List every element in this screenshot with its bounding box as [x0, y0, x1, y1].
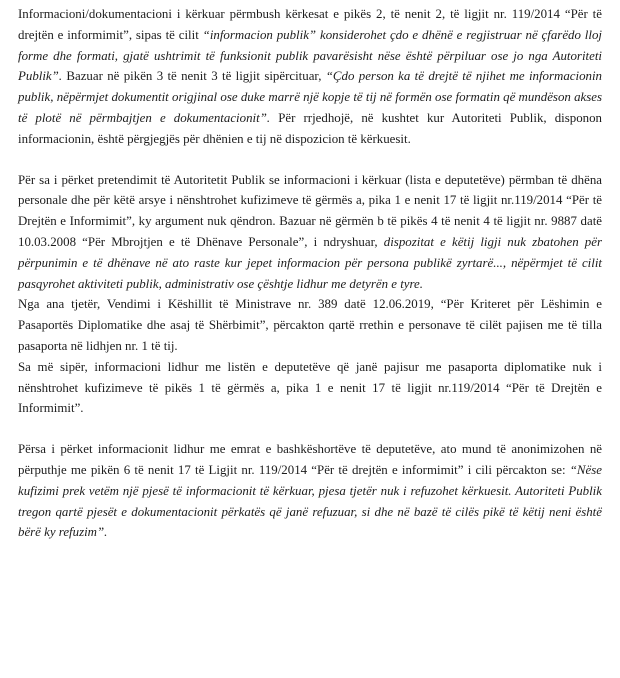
quote-italic: “Çdo person ka të drejtë të njihet me informacionin publik, nëpërmjet dokumentit origjinal ose duke marrë një kopje të tij në formën ose formatin që mundëson akses të plotë në përmbajtjen e dokumentacionit”. — [18, 69, 602, 125]
paragraph-spouse-names — [18, 439, 602, 543]
text-run: Përsa i përket informacionit lidhur me emrat e bashkëshortëve të deputetëve, ato mund të anonimizohen në përputhje me pikën 6 të nenit 17 të Ligjit nr. 119/2014 “Për të drejtën e informimit” i cili përcakton se: — [18, 442, 602, 477]
paragraph-personal-data-claim — [18, 170, 602, 295]
text-run: Për rrjedhojë, në kushtet kur Autoriteti Publik, disponon informacionin, është përgjegjës për dhënien e tij në dispozicion të kërkuesit. — [18, 110, 603, 146]
quote-italic: “Nëse kufizimi prek vetëm një pjesë të informacionit të kërkuar, pjesa tjetër nuk i refuzohet kërkuesit. Autoriteti Publik tregon qartë pjesët e dokumentacionit përkatës që janë refuzuar, si dhe në bazë të cilës pikë të këtij neni është bërë ky refuzim”. — [18, 462, 602, 540]
text-run: Për sa i përket pretendimit të Autoritetit Publik se informacioni i kërkuar (lista e deputetëve) përmban të dhëna personale dhe për këtë arsye i nënshtrohet kufizimeve të gërmës a, pika 1 e nenit 17 të ligjit nr.119/2014 “Për të Drejtën e Informimit”, ky argument nuk qëndron. Bazuar në gërmën b të pikës 4 të nenit 4 të ligjit nr. 9887 datë 10.03.2008 “Për Mbrojtjen e të Dhënave Personale”, i ndryshuar, — [18, 172, 602, 249]
text-run: Bazuar në pikën 3 të nenit 3 të ligjit sipërcituar, — [62, 69, 326, 84]
paragraph-public-information — [18, 4, 602, 150]
text-run: Informacioni/dokumentacioni i kërkuar përmbush kërkesat e pikës 2, të nenit 2, të ligjit nr. 119/2014 “Për të drejtën e informimit”, sipas të cilit — [18, 7, 602, 42]
paragraph-conclusion: Sa më sipër, informacioni lidhur me listën e deputetëve që janë pajisur me pasaporta diplomatike nuk i nënshtrohet kufizimeve të pikës 1 të gërmës a, pika 1 e nenit 17 të ligjit nr.119/2014 “Për të Drejtën e Informimit”. — [18, 359, 602, 416]
quote-italic: “informacion publik” konsiderohet çdo e dhënë e regjistruar në çfarëdo lloj forme dhe formati, gjatë ushtrimit të funksionit publik pavarësisht nëse është përpiluar ose jo nga Autoriteti Publik”. — [18, 27, 602, 84]
paragraph-council-decision: Nga ana tjetër, Vendimi i Këshillit të Ministrave nr. 389 datë 12.06.2019, “Për Kriteret për Lëshimin e Pasaportës Diplomatike dhe asaj të Shërbimit”, përcakton qartë rrethin e personave të cilët pajisen me të tilla pasaporta në lidhjen nr. 1 të tij. — [18, 297, 602, 353]
quote-italic: dispozitat e këtij ligji nuk zbatohen për përpunimin e të dhënave në ato raste kur jepet informacion për persona publikë zyrtarë..., nëpërmjet të cilit pasqyrohet aktiviteti publik, administrativ ose çështje lidhur me detyrën e tyre. — [18, 234, 602, 291]
